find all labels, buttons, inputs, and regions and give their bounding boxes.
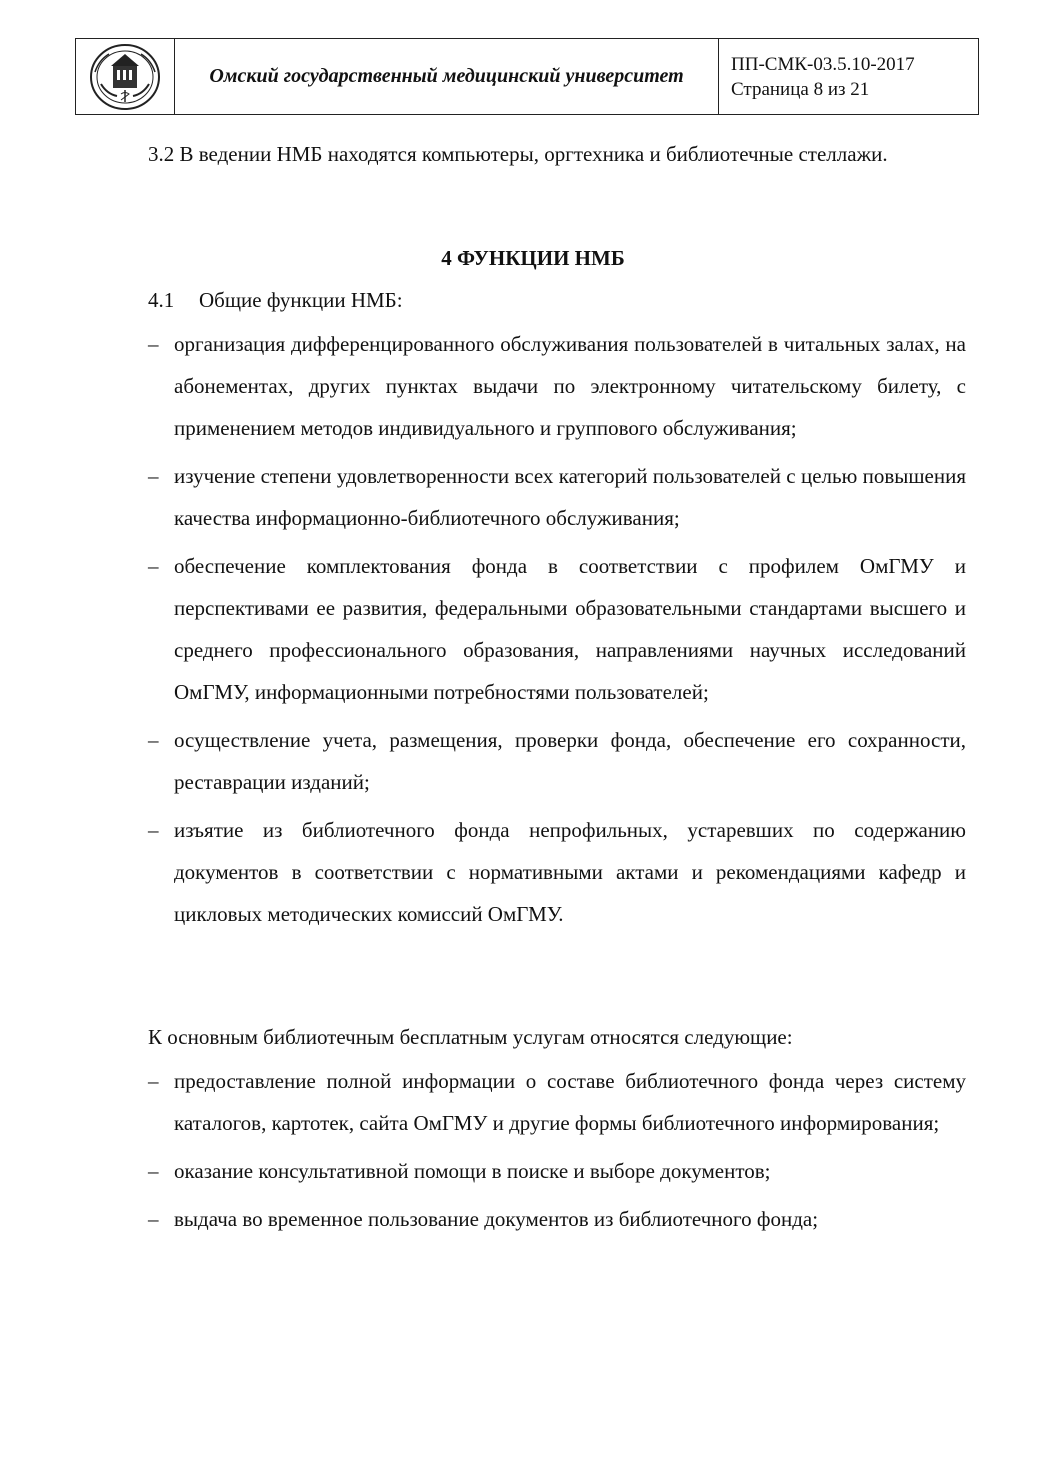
document-header (75, 38, 979, 115)
list-item-text: оказание консультативной помощи в поиске и выборе документов; (174, 1159, 771, 1183)
services-list (148, 1060, 966, 1246)
list-item (148, 545, 966, 713)
list-item-text: изучение степени удовлетворенности всех категорий пользователей с целью повышения качества информационно-библиотечного обслуживания; (174, 464, 966, 530)
page-number: Страница 8 из 21 (731, 78, 870, 100)
list-dash: – (148, 554, 159, 578)
paragraph-3-2: 3.2 В ведении НМБ находятся компьютеры, оргтехника и библиотечные стеллажи. (148, 142, 888, 166)
university-seal-icon (87, 42, 163, 112)
list-item-text: изъятие из библиотечного фонда непрофильных, устаревших по содержанию документов в соответствии с нормативными актами и рекомендациями кафедр и цикловых методических комиссий ОмГМУ. (174, 818, 966, 926)
list-item (148, 323, 966, 449)
list-item (148, 719, 966, 803)
organization-name: Омский государственный медицинский университет (175, 39, 719, 115)
section-title: 4 ФУНКЦИИ НМБ (441, 246, 625, 270)
logo-cell (76, 39, 175, 115)
item-4-1 (148, 286, 403, 314)
list-item (148, 1150, 966, 1192)
list-item-text: организация дифференцированного обслуживания пользователей в читальных залах, на абонементах, других пунктах выдачи по электронному читательскому билету, с применением методов индивидуального и группового обслуживания; (174, 332, 966, 440)
list-item (148, 1060, 966, 1144)
list-item-text: предоставление полной информации о составе библиотечного фонда через систему каталогов, картотек, сайта ОмГМУ и другие формы библиотечного информирования; (174, 1069, 966, 1135)
document-code-cell (719, 39, 979, 115)
list-dash: – (148, 728, 159, 752)
document-body (100, 140, 966, 1231)
list-item-text: обеспечение комплектования фонда в соответствии с профилем ОмГМУ и перспективами ее развития, федеральными образовательными стандартами высшего и среднего профессионального образования, направлениями научных исследований ОмГМУ, информационными потребностями пользователей; (174, 554, 966, 704)
list-dash: – (148, 464, 159, 488)
services-intro: К основным библиотечным бесплатным услугам относятся следующие: (148, 1025, 793, 1049)
list-dash: – (148, 1159, 159, 1183)
item-4-1-text: Общие функции НМБ: (199, 288, 403, 312)
list-item-text: осуществление учета, размещения, проверки фонда, обеспечение его сохранности, реставрации изданий; (174, 728, 966, 794)
list-item-text: выдача во временное пользование документов из библиотечного фонда; (174, 1207, 819, 1231)
list-dash: – (148, 332, 159, 356)
functions-list (148, 323, 966, 941)
list-dash: – (148, 1207, 159, 1231)
list-item (148, 809, 966, 935)
list-dash: – (148, 1069, 159, 1093)
list-dash: – (148, 818, 159, 842)
list-item (148, 1198, 966, 1240)
item-4-1-number: 4.1 (148, 288, 175, 312)
document-code: ПП-СМК-03.5.10-2017 (731, 53, 915, 75)
list-item (148, 455, 966, 539)
